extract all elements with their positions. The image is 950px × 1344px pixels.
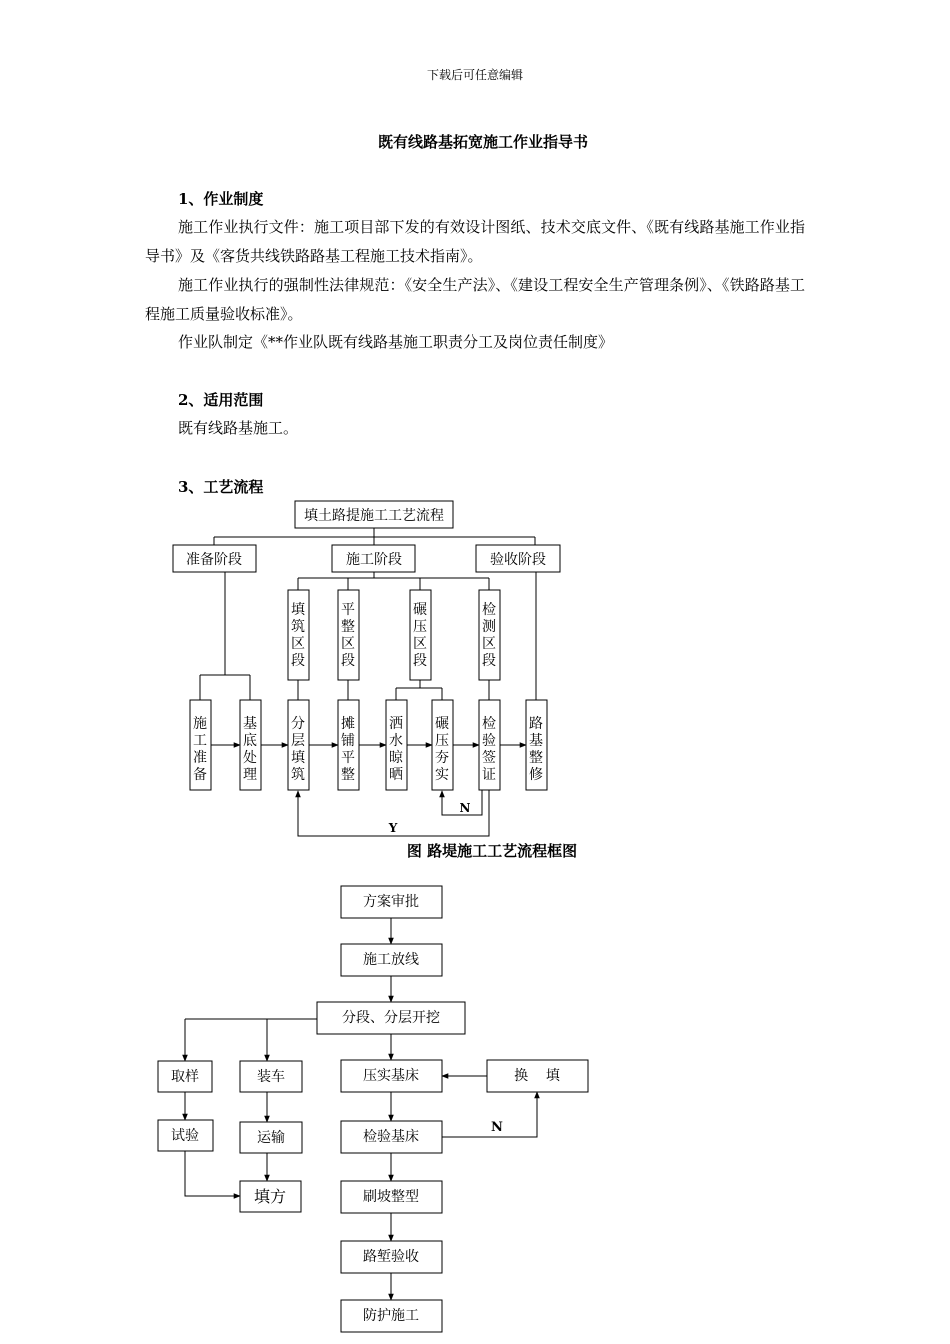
flow2-label-n: N (491, 1120, 503, 1135)
flow1-zone-fill (288, 590, 309, 680)
flow1-top-label: 填土路提施工工艺流程 (304, 508, 444, 524)
header-note: 下载后可任意编辑 (426, 68, 523, 82)
flow2-protection-label: 防护施工 (363, 1308, 419, 1324)
flow1-step-layer-fill (288, 700, 309, 790)
flow2-transport-label: 运输 (257, 1130, 285, 1146)
flow2-replace-label: 换 填 (514, 1068, 560, 1084)
flow2-setout-label: 施工放线 (363, 952, 419, 968)
flow2-fill-label: 填方 (253, 1187, 287, 1206)
paragraph-regulations: 施工作业执行的强制性法律规范：《安全生产法》、《建设工程安全生产管理条例》、《铁路路基工程施工质量验收标准》。 (145, 276, 805, 323)
svg-text:碾压夯实: 碾压夯实 (435, 716, 449, 783)
flow1-zone-level (338, 590, 359, 680)
svg-text:分层填筑: 分层填筑 (291, 716, 305, 783)
svg-text:检验签证: 检验签证 (482, 716, 496, 783)
paragraph-team-rules: 作业队制定《**作业队既有线路基施工职责分工及岗位责任制度》 (178, 333, 614, 351)
svg-text:洒水晾晒: 洒水晾晒 (389, 716, 403, 783)
svg-text:检测区段: 检测区段 (482, 602, 496, 669)
svg-text:基底处理: 基底处理 (243, 716, 257, 783)
flow1-step-roll (432, 700, 453, 790)
svg-text:施工准备: 施工准备 (193, 716, 207, 783)
flow1-zone-detect (479, 590, 500, 680)
flow1-stage-build-label: 施工阶段 (346, 552, 402, 568)
flow2-slope-label: 刷坡整型 (363, 1189, 419, 1205)
flow2-compact-label: 压实基床 (363, 1068, 419, 1084)
flow2-load-label: 装车 (257, 1069, 285, 1085)
flow1-step-finish (526, 700, 547, 790)
svg-text:填筑区段: 填筑区段 (291, 602, 305, 669)
section-heading-3: 3、工艺流程 (178, 478, 264, 496)
flow1-stage-prep-label: 准备阶段 (186, 552, 242, 568)
flow1-step-spread (338, 700, 359, 790)
paragraph-scope: 既有线路基施工。 (178, 419, 299, 437)
flowchart-embankment (173, 501, 577, 860)
section-heading-2: 2、适用范围 (178, 391, 264, 409)
svg-text:路基整修: 路基整修 (529, 716, 543, 783)
flow1-step-prepare (190, 700, 211, 790)
flow2-inspect-label: 检验基床 (363, 1129, 419, 1145)
flow2-test-label: 试验 (171, 1128, 199, 1144)
flow1-label-n: N (459, 801, 471, 815)
flow1-label-y: Y (388, 821, 398, 835)
flow2-sample-label: 取样 (171, 1069, 199, 1085)
flowchart-cutting (158, 886, 588, 1332)
paragraph-exec-files: 施工作业执行文件：施工项目部下发的有效设计图纸、技术交底文件、《既有线路基施工作业指导书》及《客货共线铁路路基工程施工技术指南》。 (145, 218, 805, 265)
svg-text:碾压区段: 碾压区段 (413, 602, 427, 669)
flow2-excavate-label: 分段、分层开挖 (342, 1010, 440, 1026)
svg-text:摊铺平整: 摊铺平整 (341, 716, 355, 783)
flow1-step-water (386, 700, 407, 790)
flow1-zone-compact (410, 590, 431, 680)
flow1-caption: 图 路堤施工工艺流程框图 (406, 842, 578, 860)
document-title: 既有线路基拓宽施工作业指导书 (377, 133, 588, 151)
flow2-acceptance-label: 路堑验收 (363, 1249, 419, 1265)
svg-text:平整区段: 平整区段 (341, 602, 355, 669)
section-heading-1: 1、作业制度 (178, 190, 264, 208)
flow2-approval-label: 方案审批 (363, 894, 419, 910)
flow1-step-check (479, 700, 500, 790)
flow1-step-foundation (240, 700, 261, 790)
flow1-stage-accept-label: 验收阶段 (490, 552, 546, 568)
